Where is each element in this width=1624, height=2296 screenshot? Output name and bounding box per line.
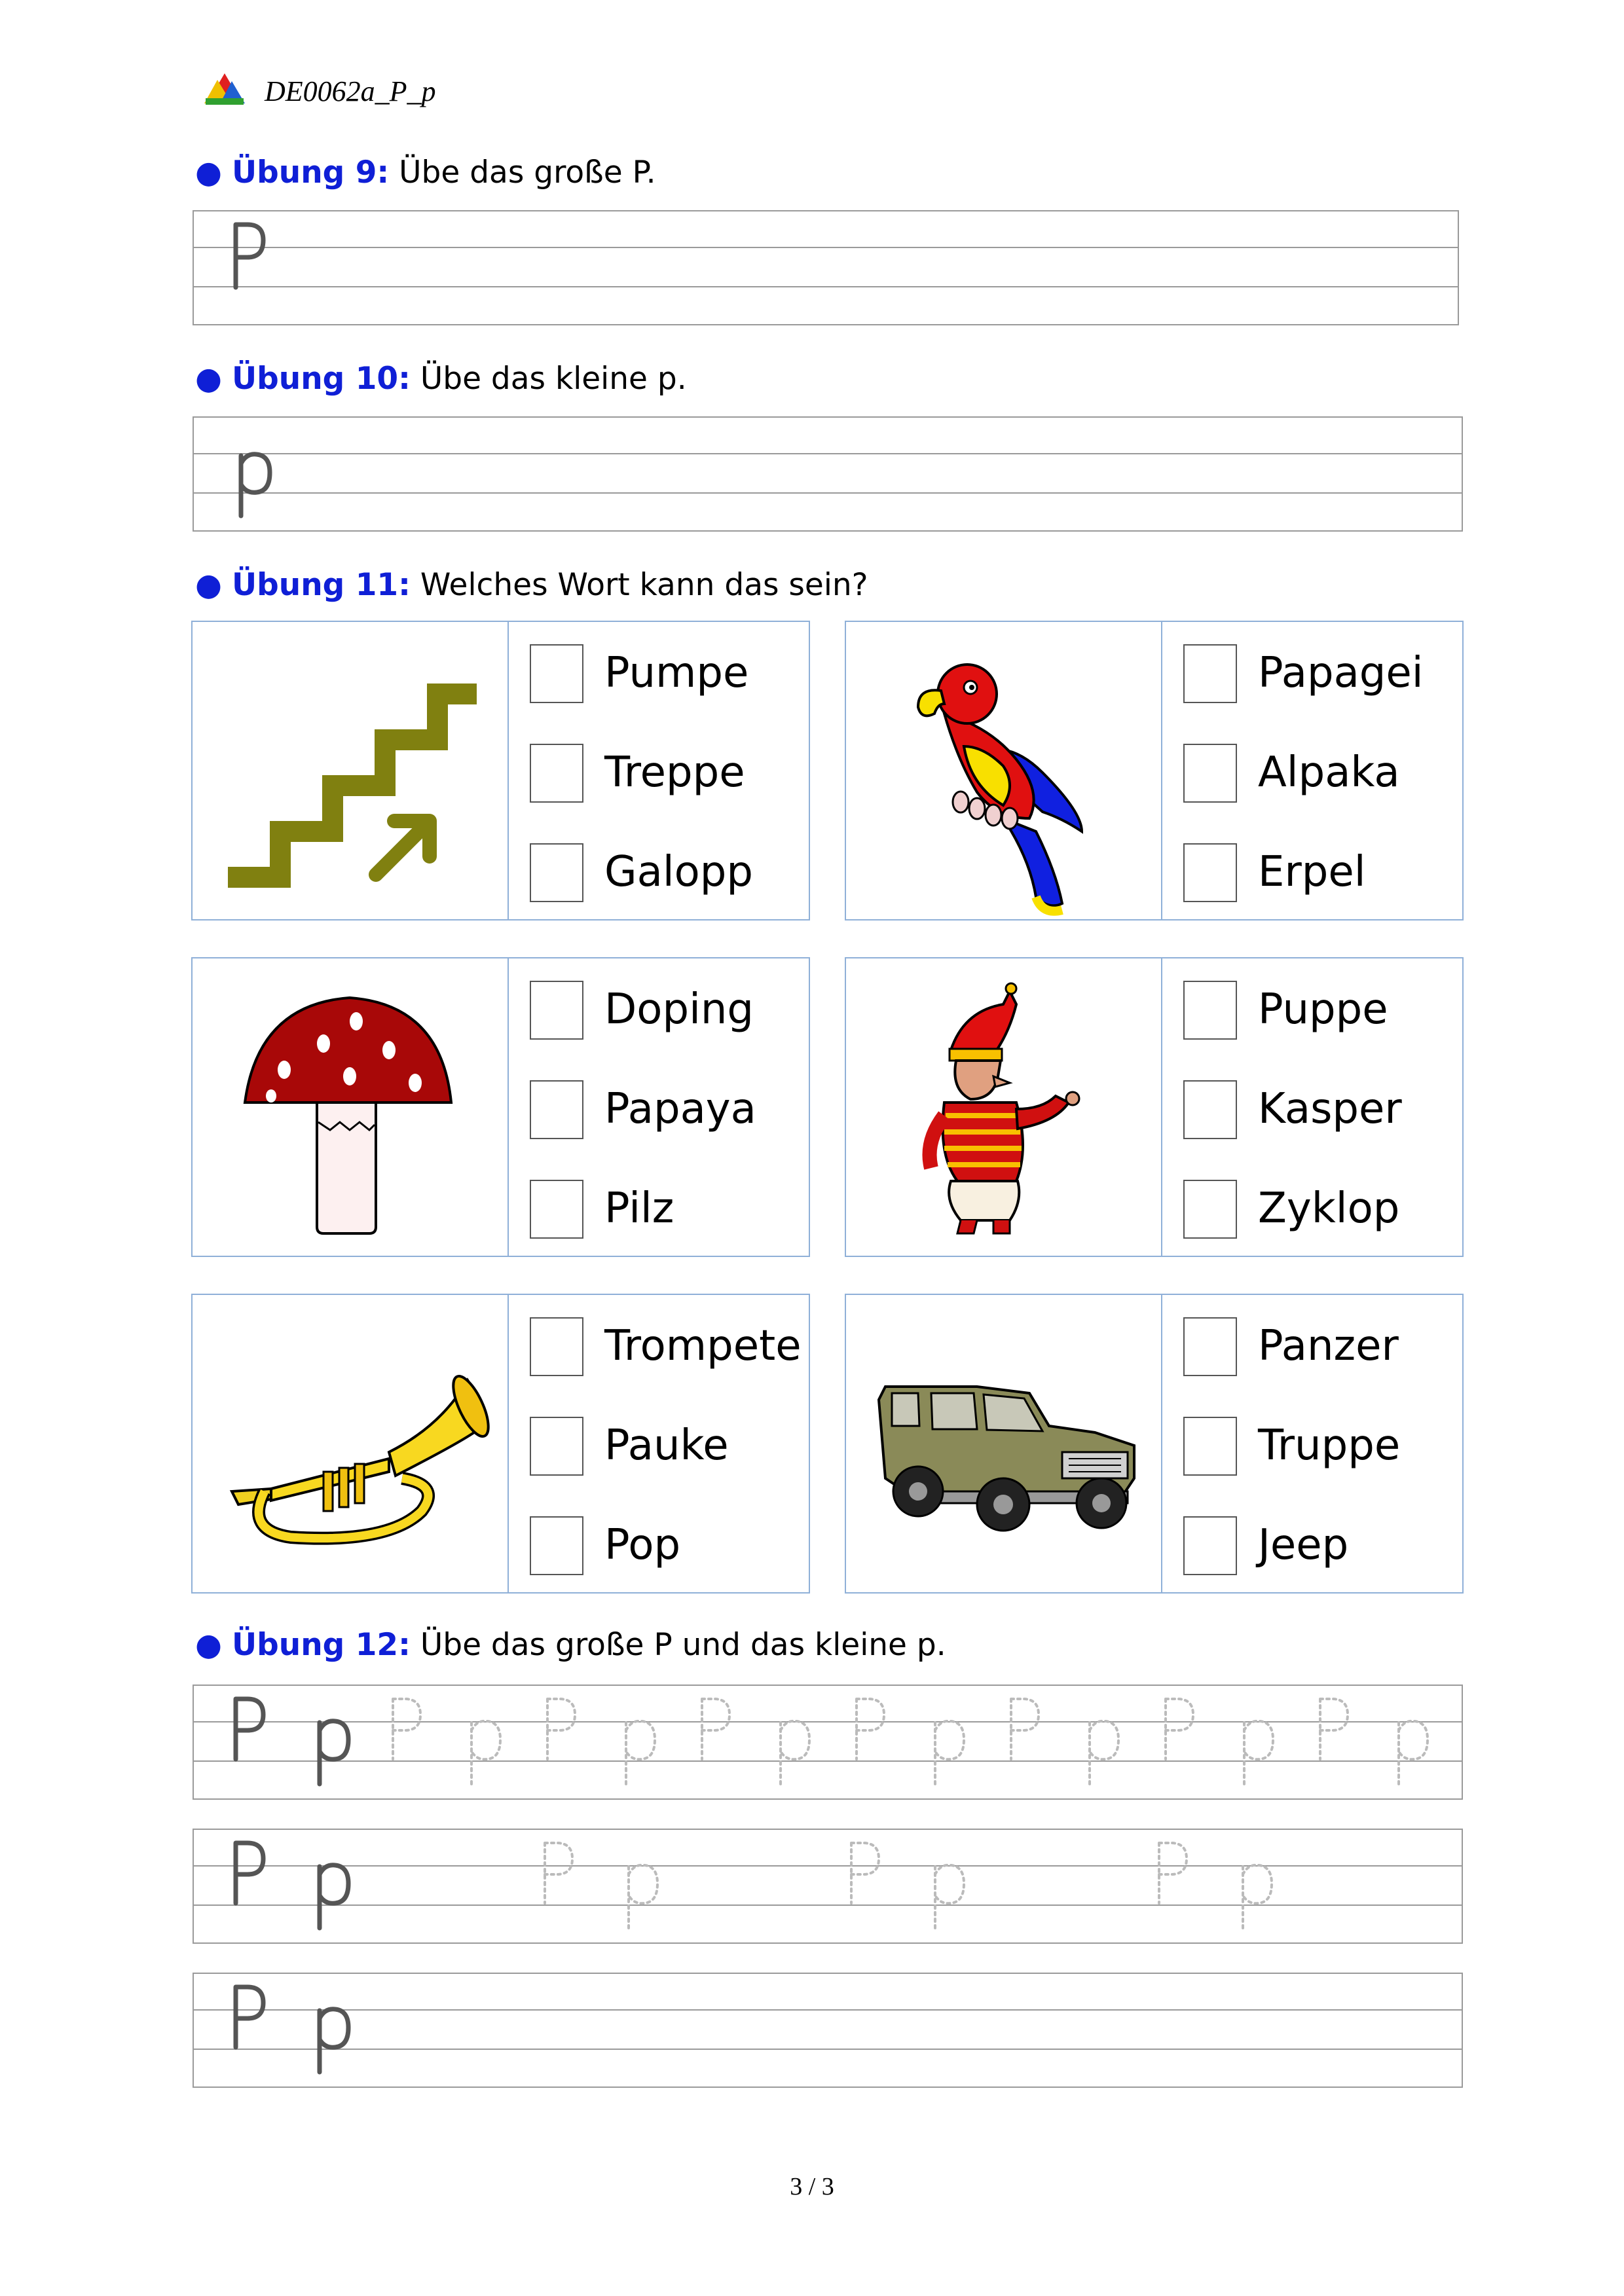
quiz-option[interactable]: Jeep [1183,1512,1458,1578]
checkbox[interactable] [1183,1417,1237,1476]
exercise-9-text: Übe das große P. [389,155,656,191]
checkbox[interactable] [530,1080,583,1139]
quiz-option[interactable]: Alpaka [1183,740,1458,805]
writing-lines-pp-row-1[interactable] [193,1685,1463,1800]
logo-icon [204,72,245,106]
parrot-icon [846,622,1162,922]
quiz-option[interactable]: Pop [530,1512,805,1578]
quiz-image-cell [846,622,1162,919]
checkbox[interactable] [1183,644,1237,703]
model-letter-capital-p [194,211,325,327]
tracing-letters [194,1686,1464,1801]
quiz-option[interactable]: Truppe [1183,1413,1458,1478]
quiz-card-trumpet [191,1294,810,1594]
quiz-option[interactable]: Trompete [530,1313,805,1379]
stairs-icon [193,622,509,922]
exercise-10-heading: ● Übung 10: Übe das kleine p. [195,361,687,397]
quiz-option[interactable]: Panzer [1183,1313,1458,1379]
jeep-icon [846,1295,1162,1595]
quiz-option[interactable]: Doping [530,977,805,1042]
quiz-card-mushroom [191,957,810,1257]
exercise-9-heading: ● Übung 9: Übe das große P. [195,155,656,191]
checkbox[interactable] [530,1180,583,1239]
exercise-12-heading: ● Übung 12: Übe das große P und das kleine p. [195,1627,946,1663]
checkbox[interactable] [530,1317,583,1376]
exercise-9-label: Übung 9: [231,155,390,191]
quiz-option[interactable]: Kasper [1183,1076,1458,1142]
writing-lines-capital-p[interactable] [193,210,1459,325]
exercise-11-text: Welches Wort kann das sein? [410,567,868,603]
checkbox[interactable] [1183,1080,1237,1139]
checkbox[interactable] [530,644,583,703]
checkbox[interactable] [1183,1180,1237,1239]
quiz-option[interactable]: Papagei [1183,640,1458,706]
checkbox[interactable] [1183,843,1237,902]
exercise-11-label: Übung 11: [231,567,411,603]
jester-icon [846,958,1162,1258]
checkbox[interactable] [530,1516,583,1575]
checkbox[interactable] [1183,1317,1237,1376]
exercise-10-text: Übe das kleine p. [410,361,687,397]
checkbox[interactable] [530,981,583,1040]
quiz-card-jeep [845,1294,1464,1594]
trumpet-icon [193,1295,509,1595]
checkbox[interactable] [530,843,583,902]
checkbox[interactable] [1183,981,1237,1040]
model-letter-small-p [194,418,325,533]
exercise-10-label: Übung 10: [231,361,411,397]
quiz-image-cell [846,1295,1162,1592]
quiz-option[interactable]: Papaya [530,1076,805,1142]
quiz-card-stairs [191,621,810,920]
writing-lines-pp-row-3[interactable] [193,1973,1463,2088]
writing-lines-small-p[interactable] [193,416,1463,532]
exercise-12-text: Übe das große P und das kleine p. [410,1627,946,1663]
page-number: 3 / 3 [790,2173,834,2200]
tracing-letters [194,1830,1464,1945]
quiz-image-cell [193,1295,509,1592]
exercise-12-label: Übung 12: [231,1627,411,1663]
quiz-option[interactable]: Puppe [1183,977,1458,1042]
writing-lines-pp-row-2[interactable] [193,1829,1463,1944]
mushroom-icon [193,958,509,1258]
quiz-option[interactable]: Erpel [1183,839,1458,905]
quiz-option[interactable]: Pilz [530,1176,805,1241]
checkbox[interactable] [530,744,583,803]
quiz-option[interactable]: Treppe [530,740,805,805]
quiz-image-cell [193,622,509,919]
quiz-option[interactable]: Galopp [530,839,805,905]
quiz-image-cell [846,958,1162,1256]
quiz-option[interactable]: Pumpe [530,640,805,706]
quiz-option[interactable]: Zyklop [1183,1176,1458,1241]
checkbox[interactable] [530,1417,583,1476]
quiz-image-cell [193,958,509,1256]
quiz-card-jester [845,957,1464,1257]
quiz-option[interactable]: Pauke [530,1413,805,1478]
quiz-card-parrot [845,621,1464,920]
checkbox[interactable] [1183,744,1237,803]
exercise-11-heading: ● Übung 11: Welches Wort kann das sein? [195,567,868,603]
checkbox[interactable] [1183,1516,1237,1575]
model-letters [194,1974,1464,2089]
document-id: DE0062a_P_p [265,75,436,107]
